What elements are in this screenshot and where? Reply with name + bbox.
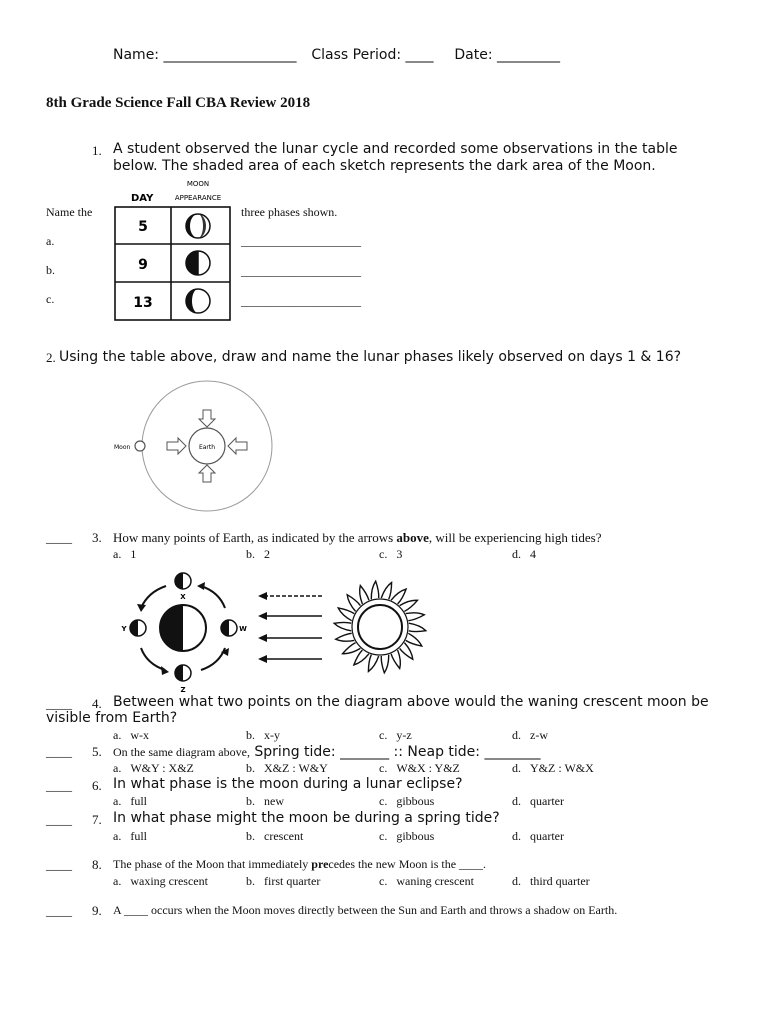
- q3-option-a[interactable]: a. 1: [113, 547, 137, 561]
- moon-x-icon: [175, 573, 191, 589]
- moon-label: Moon: [114, 444, 131, 451]
- period-blank[interactable]: ____: [405, 47, 434, 63]
- q3-blank[interactable]: ____: [46, 530, 72, 545]
- q7-option-a[interactable]: a. full: [113, 829, 147, 843]
- table-day-header: DAY: [131, 193, 154, 204]
- table-day-5: 5: [138, 219, 148, 235]
- q8-number: 8.: [92, 857, 102, 872]
- q4-number: 4.: [92, 696, 102, 711]
- moon-y-icon: [130, 620, 146, 636]
- q4-option-d[interactable]: d. z-w: [512, 728, 548, 742]
- q9-number: 9.: [92, 903, 102, 918]
- sun-ray: [381, 583, 391, 600]
- period-label: Class Period:: [311, 47, 402, 63]
- q1-right-text: three phases shown.: [241, 205, 338, 219]
- name-label: Name:: [113, 47, 160, 63]
- q1-label-b: b.: [46, 263, 55, 277]
- q8-option-c[interactable]: c. waning crescent: [379, 874, 474, 888]
- q1-answer-c[interactable]: ____________________: [241, 294, 361, 308]
- q2-text: Using the table above, draw and name the lunar phases likely observed on days 1 & 16?: [59, 349, 682, 365]
- earth-icon: [160, 605, 206, 651]
- moon-z-icon: [175, 665, 191, 681]
- date-blank[interactable]: _________: [497, 47, 561, 63]
- q7-number: 7.: [92, 812, 102, 827]
- q5-option-c[interactable]: c. W&X : Y&Z: [379, 761, 460, 775]
- q7-blank[interactable]: ____: [46, 812, 72, 827]
- q6-option-a[interactable]: a. full: [113, 794, 147, 808]
- page-title: 8th Grade Science Fall CBA Review 2018: [46, 95, 311, 111]
- q1-answer-b[interactable]: ____________________: [241, 264, 361, 278]
- earth-label: Earth: [198, 444, 216, 451]
- q4-blank[interactable]: ____: [46, 696, 72, 711]
- q5-option-b[interactable]: b. X&Z : W&Y: [246, 761, 328, 775]
- table-moon-header: MOON: [186, 180, 210, 188]
- date-label: Date:: [454, 47, 493, 63]
- sun-ray: [336, 633, 355, 641]
- q3-option-b[interactable]: b. 2: [246, 547, 270, 561]
- table-day-9: 9: [138, 257, 148, 273]
- table-day-13: 13: [133, 295, 153, 311]
- q5-text: On the same diagram above, Spring tide: _______ :: Neap tide: ________: [113, 744, 541, 760]
- sun-ray: [409, 623, 426, 631]
- q9-blank[interactable]: ____: [46, 903, 72, 918]
- q7-option-b[interactable]: b. crescent: [246, 829, 304, 843]
- q6-option-b[interactable]: b. new: [246, 794, 284, 808]
- label-z: Z: [180, 686, 186, 694]
- sun-ray: [381, 655, 388, 673]
- sun-ray: [406, 633, 422, 646]
- q3-text: How many points of Earth, as indicated by the arrows above, will be experiencing high tides?: [113, 530, 602, 545]
- q8-option-a[interactable]: a. waxing crescent: [113, 874, 208, 888]
- q1-line1: A student observed the lunar cycle and recorded some observations in the table: [113, 141, 678, 157]
- q8-text: The phase of the Moon that immediately precedes the new Moon is the ____.: [113, 857, 487, 871]
- q5-number: 5.: [92, 744, 102, 759]
- sun-ray: [360, 586, 369, 605]
- q8-option-b[interactable]: b. first quarter: [246, 874, 321, 888]
- sun-ray: [406, 613, 425, 621]
- moon-w-icon: [221, 620, 237, 636]
- q1-answer-a[interactable]: ____________________: [241, 234, 361, 248]
- q5-option-d[interactable]: d. Y&Z : W&X: [512, 761, 594, 775]
- sun-ray: [334, 622, 351, 630]
- q7-option-d[interactable]: d. quarter: [512, 829, 564, 843]
- name-blank[interactable]: ___________________: [163, 47, 297, 63]
- q6-blank[interactable]: ____: [46, 778, 72, 793]
- q6-option-d[interactable]: d. quarter: [512, 794, 564, 808]
- q1-label-c: c.: [46, 292, 55, 306]
- q5-blank[interactable]: ____: [46, 744, 72, 759]
- q4-option-b[interactable]: b. x-y: [246, 728, 280, 742]
- table-appearance-header: APPEARANCE: [174, 194, 222, 202]
- label-y: Y: [121, 625, 127, 633]
- q5-option-a[interactable]: a. W&Y : X&Z: [113, 761, 194, 775]
- sun-icon: [334, 581, 426, 673]
- q4-option-c[interactable]: c. y-z: [379, 728, 412, 742]
- sun-ray: [391, 650, 400, 669]
- q4-line2: visible from Earth?: [46, 710, 178, 726]
- q1-left-text: Name the: [46, 205, 93, 219]
- sun-ray: [368, 655, 378, 672]
- sun-ray: [371, 581, 378, 599]
- q7-text: In what phase might the moon be during a spring tide?: [113, 810, 500, 826]
- q4-line1: Between what two points on the diagram above would the waning crescent moon be: [113, 694, 709, 710]
- q1-line2: below. The shaded area of each sketch represents the dark area of the Moon.: [113, 158, 656, 174]
- q8-blank[interactable]: ____: [46, 857, 72, 872]
- q6-option-c[interactable]: c. gibbous: [379, 794, 435, 808]
- q6-number: 6.: [92, 778, 102, 793]
- sun-ray: [338, 608, 354, 621]
- q6-text: In what phase is the moon during a lunar eclipse?: [113, 776, 463, 792]
- q7-option-c[interactable]: c. gibbous: [379, 829, 435, 843]
- q3-option-c[interactable]: c. 3: [379, 547, 403, 561]
- sunlight-arrows-icon: [264, 596, 322, 659]
- label-w: W: [239, 625, 247, 633]
- q8-option-d[interactable]: d. third quarter: [512, 874, 590, 888]
- q1-label-a: a.: [46, 234, 55, 248]
- q3-option-d[interactable]: d. 4: [512, 547, 536, 561]
- q4-option-a[interactable]: a. w-x: [113, 728, 149, 742]
- q3-number: 3.: [92, 530, 102, 545]
- label-x: X: [180, 593, 186, 601]
- q1-number: 1.: [92, 143, 102, 158]
- q9-text: A ____ occurs when the Moon moves directly between the Sun and Earth and throws a shadow on Earth.: [113, 903, 618, 917]
- q2-number: 2.: [46, 350, 56, 365]
